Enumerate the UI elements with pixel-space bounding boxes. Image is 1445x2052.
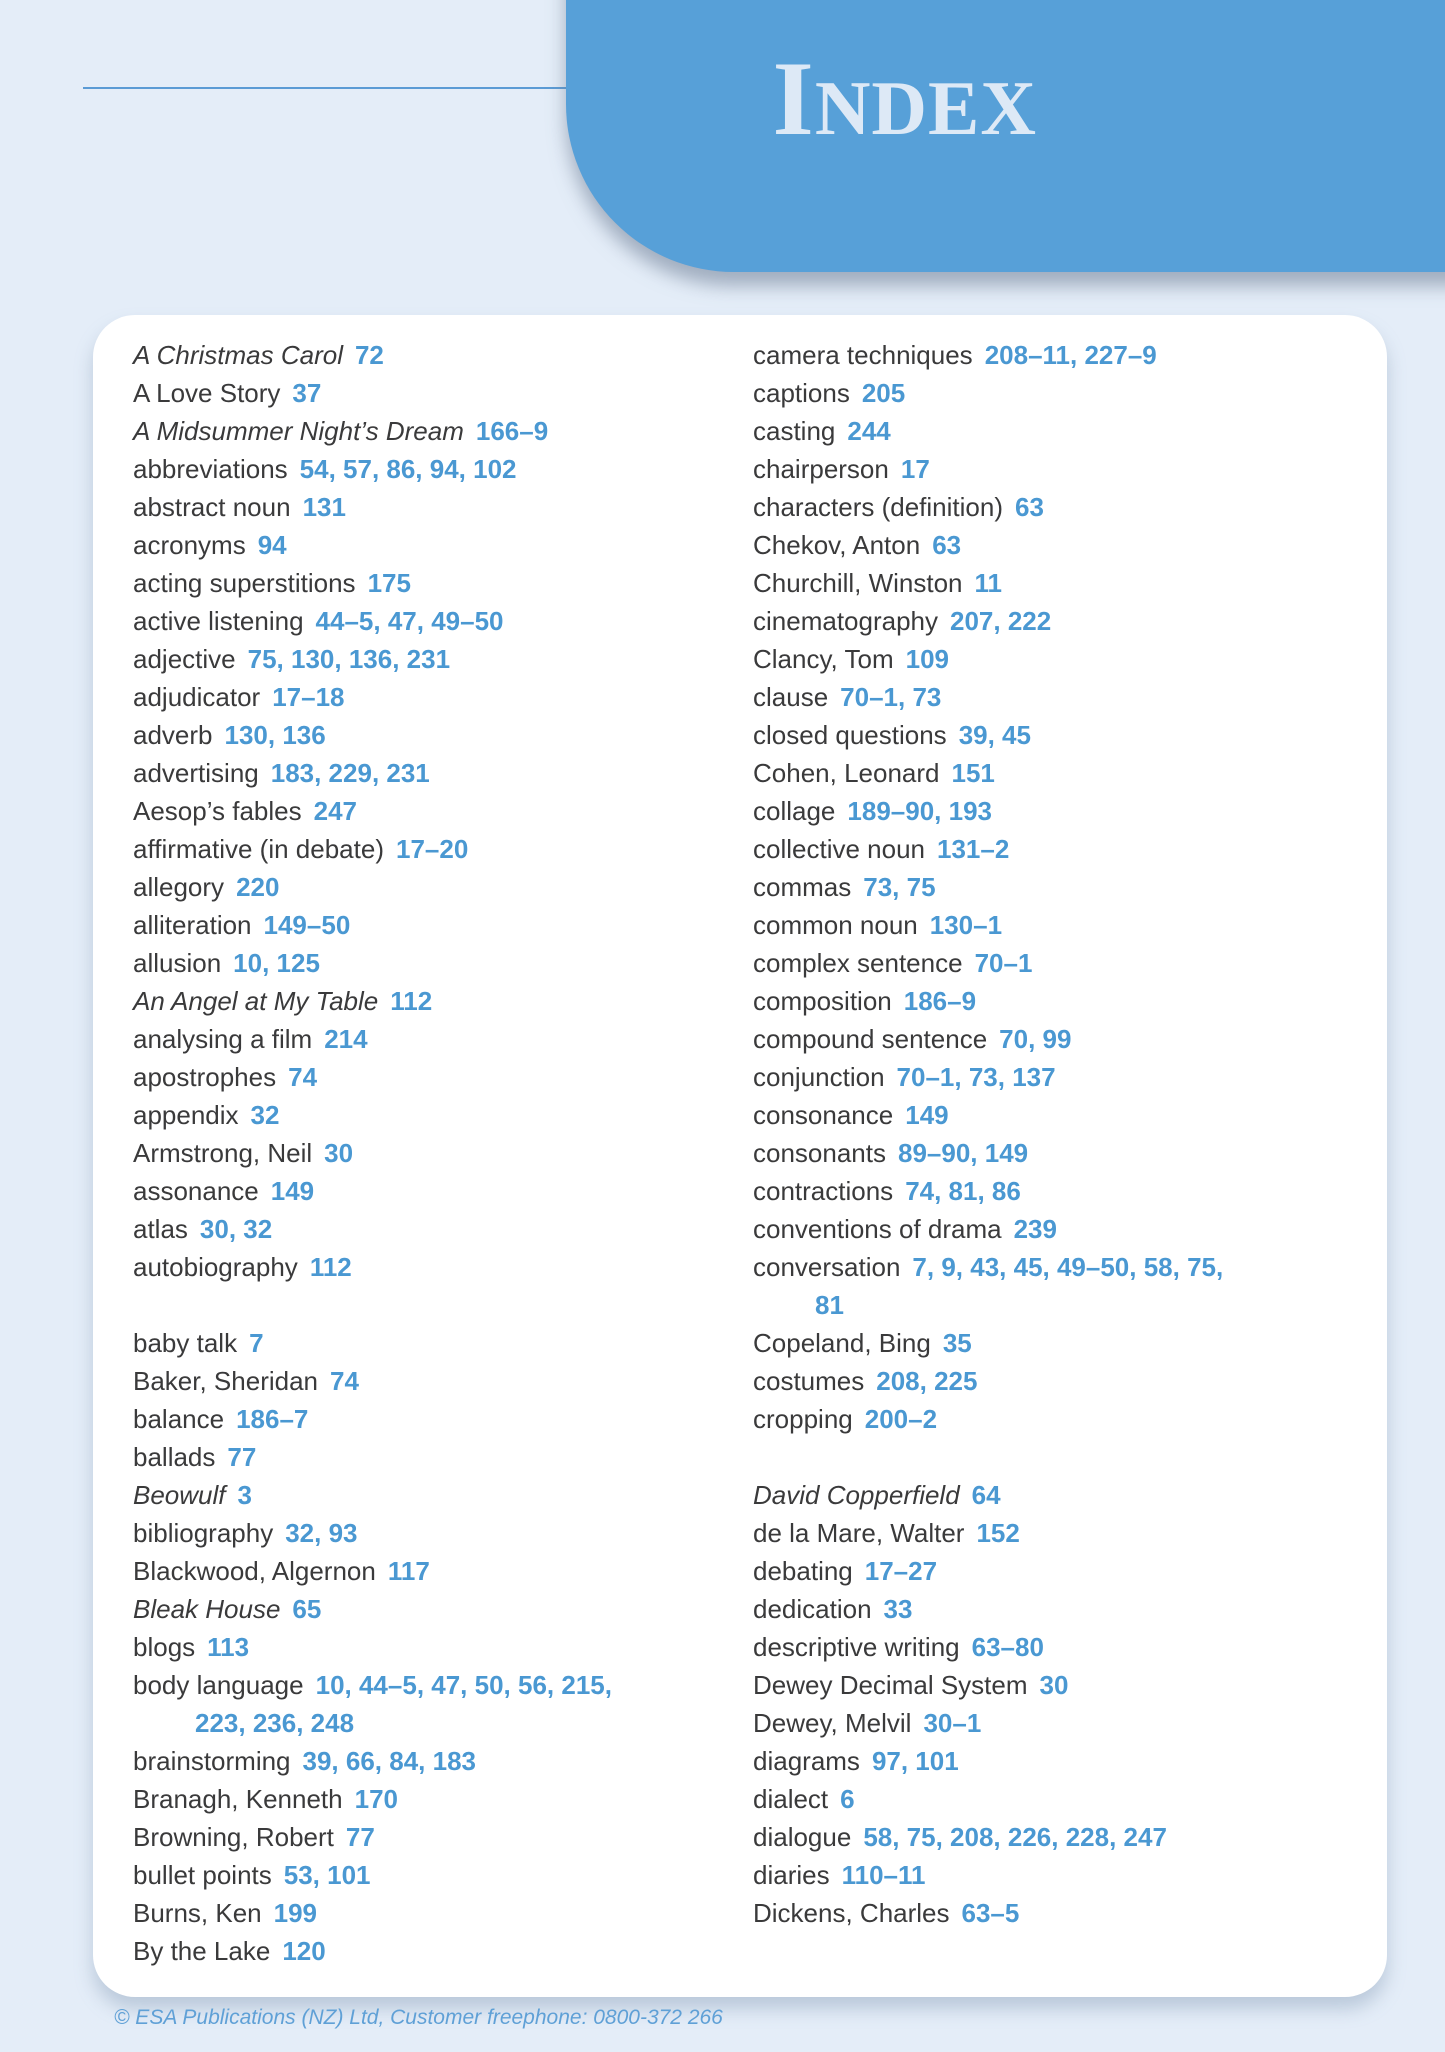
index-entry bbox=[753, 1894, 1349, 1932]
index-entry bbox=[753, 792, 1349, 830]
index-term: Bleak House bbox=[133, 1594, 281, 1624]
page-numbers: 189–90, 193 bbox=[847, 796, 992, 826]
index-term: appendix bbox=[133, 1100, 239, 1130]
index-term: Copeland, Bing bbox=[753, 1328, 931, 1358]
index-entry bbox=[753, 1780, 1349, 1818]
index-term: active listening bbox=[133, 606, 304, 636]
page-numbers: 30 bbox=[1039, 1670, 1069, 1700]
index-term: Chekov, Anton bbox=[753, 530, 921, 560]
page-numbers: 64 bbox=[971, 1480, 1001, 1510]
index-entry bbox=[753, 412, 1349, 450]
index-entry bbox=[133, 1590, 698, 1628]
index-term: advertising bbox=[133, 758, 259, 788]
page-numbers: 10, 125 bbox=[233, 948, 320, 978]
page-numbers: 63 bbox=[1015, 492, 1044, 522]
index-column-left bbox=[133, 336, 698, 1997]
index-term: diagrams bbox=[753, 1746, 860, 1776]
index-term: Churchill, Winston bbox=[753, 568, 963, 598]
index-term: Cohen, Leonard bbox=[753, 758, 940, 788]
page-numbers: 17–27 bbox=[864, 1556, 938, 1586]
index-term: affirmative (in debate) bbox=[133, 834, 384, 864]
page-numbers: 30–1 bbox=[923, 1708, 982, 1738]
index-entry bbox=[753, 1666, 1349, 1704]
index-entry bbox=[753, 1628, 1349, 1666]
index-term: composition bbox=[753, 986, 892, 1016]
index-entry bbox=[753, 868, 1349, 906]
page-numbers: 208–11, 227–9 bbox=[984, 340, 1157, 370]
page-numbers: 7, 9, 43, 45, 49–50, 58, 75, bbox=[912, 1252, 1224, 1282]
page-numbers: 166–9 bbox=[475, 416, 549, 446]
index-entry bbox=[133, 1172, 698, 1210]
index-entry bbox=[753, 336, 1349, 374]
index-term: body language bbox=[133, 1670, 304, 1700]
index-term: abbreviations bbox=[133, 454, 288, 484]
index-term: clause bbox=[753, 682, 829, 712]
index-entry bbox=[133, 1248, 698, 1286]
page-numbers: 74 bbox=[288, 1062, 318, 1092]
page-numbers: 131 bbox=[302, 492, 346, 522]
index-entry bbox=[133, 1932, 698, 1970]
index-term: complex sentence bbox=[753, 948, 963, 978]
index-term: allusion bbox=[133, 948, 222, 978]
index-entry bbox=[133, 1438, 698, 1476]
index-entry bbox=[753, 1704, 1349, 1742]
index-term: David Copperfield bbox=[753, 1480, 960, 1510]
page-numbers: 170 bbox=[354, 1784, 399, 1814]
index-term: conversation bbox=[753, 1252, 901, 1282]
page-numbers: 54, 57, 86, 94, 102 bbox=[299, 454, 517, 484]
page-numbers-continued: 223, 236, 248 bbox=[195, 1708, 355, 1738]
page-numbers: 3 bbox=[237, 1480, 252, 1510]
page-numbers: 72 bbox=[354, 340, 384, 370]
header-rule-line bbox=[83, 87, 567, 89]
index-term: atlas bbox=[133, 1214, 188, 1244]
index-term: bibliography bbox=[133, 1518, 274, 1548]
page-numbers: 149–50 bbox=[263, 910, 351, 940]
index-entry bbox=[753, 602, 1349, 640]
index-term: adverb bbox=[133, 720, 213, 750]
index-entry bbox=[753, 1856, 1349, 1894]
index-card bbox=[93, 315, 1387, 1997]
index-entry bbox=[133, 716, 698, 754]
page-numbers: 239 bbox=[1013, 1214, 1057, 1244]
index-term: characters (definition) bbox=[753, 492, 1003, 522]
index-entry bbox=[753, 1134, 1349, 1172]
page-title-initial: I bbox=[772, 40, 815, 157]
index-term: debating bbox=[753, 1556, 853, 1586]
page-numbers: 112 bbox=[390, 986, 433, 1016]
index-entry bbox=[753, 716, 1349, 754]
index-term: casting bbox=[753, 416, 836, 446]
page-numbers: 65 bbox=[292, 1594, 322, 1624]
index-term: An Angel at My Table bbox=[133, 986, 379, 1016]
page-numbers: 120 bbox=[282, 1936, 326, 1966]
index-term: contractions bbox=[753, 1176, 894, 1206]
index-entry bbox=[133, 1210, 698, 1248]
index-entry bbox=[133, 1514, 698, 1552]
index-entry bbox=[133, 1020, 698, 1058]
index-term: acronyms bbox=[133, 530, 246, 560]
index-entry bbox=[133, 830, 698, 868]
page-numbers: 152 bbox=[976, 1518, 1020, 1548]
index-term: consonance bbox=[753, 1100, 894, 1130]
index-entry bbox=[753, 1552, 1349, 1590]
index-entry bbox=[133, 1818, 698, 1856]
index-entry bbox=[133, 982, 698, 1020]
page-numbers: 73, 75 bbox=[863, 872, 936, 902]
page-numbers: 75, 130, 136, 231 bbox=[247, 644, 451, 674]
index-entry bbox=[133, 1324, 698, 1362]
index-entry bbox=[753, 1058, 1349, 1096]
index-entry bbox=[133, 488, 698, 526]
index-term: collective noun bbox=[753, 834, 925, 864]
index-term: Baker, Sheridan bbox=[133, 1366, 319, 1396]
page-numbers: 89–90, 149 bbox=[897, 1138, 1029, 1168]
index-entry bbox=[753, 906, 1349, 944]
page-numbers: 113 bbox=[207, 1632, 250, 1662]
index-entry bbox=[753, 1324, 1349, 1362]
index-term: diaries bbox=[753, 1860, 830, 1890]
index-entry bbox=[133, 640, 698, 678]
page-numbers: 7 bbox=[249, 1328, 264, 1358]
index-entry bbox=[133, 868, 698, 906]
page-numbers: 112 bbox=[309, 1252, 352, 1282]
page-numbers: 130, 136 bbox=[224, 720, 326, 750]
index-term: Browning, Robert bbox=[133, 1822, 334, 1852]
page-numbers: 220 bbox=[236, 872, 280, 902]
index-entry bbox=[753, 678, 1349, 716]
page-numbers: 33 bbox=[883, 1594, 913, 1624]
index-entry bbox=[133, 1134, 698, 1172]
index-entry bbox=[133, 450, 698, 488]
index-entry bbox=[753, 640, 1349, 678]
index-term: compound sentence bbox=[753, 1024, 988, 1054]
page-numbers: 131–2 bbox=[937, 834, 1010, 864]
page-numbers: 53, 101 bbox=[283, 1860, 371, 1890]
page-title-rest: NDEX bbox=[814, 65, 1037, 151]
page-numbers: 175 bbox=[367, 568, 411, 598]
page-numbers: 10, 44–5, 47, 50, 56, 215, bbox=[315, 1670, 612, 1700]
index-entry bbox=[133, 1476, 698, 1514]
index-entry bbox=[133, 374, 698, 412]
index-term: common noun bbox=[753, 910, 918, 940]
index-entry bbox=[753, 1742, 1349, 1780]
index-entry bbox=[753, 1400, 1349, 1438]
index-entry bbox=[753, 1476, 1349, 1514]
page-numbers: 77 bbox=[227, 1442, 257, 1472]
index-entry bbox=[133, 1400, 698, 1438]
page-numbers: 200–2 bbox=[864, 1404, 938, 1434]
index-term: allegory bbox=[133, 872, 225, 902]
index-entry bbox=[133, 1666, 698, 1742]
page-numbers: 17–18 bbox=[272, 682, 345, 712]
index-term: dedication bbox=[753, 1594, 872, 1624]
index-term: Dewey Decimal System bbox=[753, 1670, 1028, 1700]
page-numbers: 109 bbox=[905, 644, 950, 674]
index-term: Clancy, Tom bbox=[753, 644, 894, 674]
index-term: bullet points bbox=[133, 1860, 272, 1890]
index-entry bbox=[753, 374, 1349, 412]
page-numbers: 6 bbox=[840, 1784, 855, 1814]
index-term: dialogue bbox=[753, 1822, 852, 1852]
index-term: descriptive writing bbox=[753, 1632, 960, 1662]
index-term: camera techniques bbox=[753, 340, 973, 370]
index-entry bbox=[753, 488, 1349, 526]
page-numbers: 186–7 bbox=[236, 1404, 309, 1434]
page-numbers: 37 bbox=[292, 378, 322, 408]
page-numbers: 70–1 bbox=[974, 948, 1033, 978]
index-term: adjective bbox=[133, 644, 236, 674]
index-term: blogs bbox=[133, 1632, 196, 1662]
index-entry bbox=[133, 602, 698, 640]
page-numbers: 149 bbox=[270, 1176, 315, 1206]
index-entry bbox=[133, 336, 698, 374]
index-entry bbox=[133, 1552, 698, 1590]
page-numbers: 208, 225 bbox=[876, 1366, 978, 1396]
index-entry bbox=[133, 906, 698, 944]
index-entry bbox=[133, 678, 698, 716]
page-numbers: 32, 93 bbox=[285, 1518, 358, 1548]
index-term: alliteration bbox=[133, 910, 252, 940]
index-term: Burns, Ken bbox=[133, 1898, 262, 1928]
index-term: Armstrong, Neil bbox=[133, 1138, 313, 1168]
page-numbers: 149 bbox=[905, 1100, 949, 1130]
index-term: dialect bbox=[753, 1784, 829, 1814]
index-entry bbox=[753, 1590, 1349, 1628]
index-term: By the Lake bbox=[133, 1936, 271, 1966]
page-numbers: 205 bbox=[861, 378, 906, 408]
index-term: baby talk bbox=[133, 1328, 238, 1358]
index-entry bbox=[133, 944, 698, 982]
page-numbers: 94 bbox=[257, 530, 287, 560]
index-entry bbox=[753, 450, 1349, 488]
section-gap bbox=[133, 1286, 698, 1324]
index-term: collage bbox=[753, 796, 836, 826]
index-column-right bbox=[753, 336, 1349, 1997]
page-numbers: 130–1 bbox=[929, 910, 1003, 940]
index-term: de la Mare, Walter bbox=[753, 1518, 965, 1548]
index-term: consonants bbox=[753, 1138, 886, 1168]
index-entry bbox=[133, 1058, 698, 1096]
index-term: brainstorming bbox=[133, 1746, 291, 1776]
index-entry bbox=[133, 1628, 698, 1666]
page-numbers: 17–20 bbox=[395, 834, 469, 864]
index-entry bbox=[753, 1362, 1349, 1400]
index-term: autobiography bbox=[133, 1252, 298, 1282]
index-term: A Midsummer Night’s Dream bbox=[133, 416, 464, 446]
index-entry bbox=[753, 1210, 1349, 1248]
page-title bbox=[772, 40, 1037, 157]
page-numbers: 35 bbox=[942, 1328, 972, 1358]
index-term: conventions of drama bbox=[753, 1214, 1002, 1244]
index-term: costumes bbox=[753, 1366, 865, 1396]
index-term: Aesop’s fables bbox=[133, 796, 302, 826]
index-term: Beowulf bbox=[133, 1480, 226, 1510]
index-term: chairperson bbox=[753, 454, 889, 484]
page-numbers: 199 bbox=[273, 1898, 318, 1928]
index-term: A Love Story bbox=[133, 378, 281, 408]
page-numbers: 44–5, 47, 49–50 bbox=[315, 606, 504, 636]
index-term: analysing a film bbox=[133, 1024, 313, 1054]
page-numbers: 17 bbox=[900, 454, 930, 484]
page-numbers: 244 bbox=[847, 416, 891, 446]
index-entry bbox=[133, 1742, 698, 1780]
page-numbers: 39, 66, 84, 183 bbox=[302, 1746, 476, 1776]
index-entry bbox=[753, 1818, 1349, 1856]
section-gap bbox=[753, 1438, 1349, 1476]
footer-copyright: © ESA Publications (NZ) Ltd, Customer freephone: 0800-372 266 bbox=[114, 2006, 723, 2029]
index-entry bbox=[753, 526, 1349, 564]
page-numbers: 183, 229, 231 bbox=[270, 758, 430, 788]
index-term: Dickens, Charles bbox=[753, 1898, 950, 1928]
index-term: Blackwood, Algernon bbox=[133, 1556, 376, 1586]
index-entry bbox=[133, 1894, 698, 1932]
index-term: closed questions bbox=[753, 720, 947, 750]
page-numbers: 63 bbox=[932, 530, 962, 560]
index-term: ballads bbox=[133, 1442, 216, 1472]
page-numbers: 151 bbox=[951, 758, 995, 788]
index-entry bbox=[133, 1856, 698, 1894]
page-numbers: 70–1, 73 bbox=[840, 682, 942, 712]
page-numbers: 117 bbox=[387, 1556, 430, 1586]
index-entry bbox=[753, 1514, 1349, 1552]
index-entry bbox=[753, 1172, 1349, 1210]
index-entry bbox=[133, 754, 698, 792]
page-numbers: 74, 81, 86 bbox=[905, 1176, 1021, 1206]
page-numbers: 70, 99 bbox=[999, 1024, 1072, 1054]
index-entry bbox=[753, 1096, 1349, 1134]
index-entry bbox=[753, 754, 1349, 792]
page-numbers: 39, 45 bbox=[958, 720, 1031, 750]
index-term: adjudicator bbox=[133, 682, 261, 712]
index-entry bbox=[133, 1780, 698, 1818]
page-numbers: 63–5 bbox=[961, 1898, 1020, 1928]
index-term: apostrophes bbox=[133, 1062, 277, 1092]
index-term: Branagh, Kenneth bbox=[133, 1784, 343, 1814]
index-entry bbox=[133, 792, 698, 830]
page-numbers: 97, 101 bbox=[871, 1746, 959, 1776]
index-term: abstract noun bbox=[133, 492, 291, 522]
page-numbers: 70–1, 73, 137 bbox=[896, 1062, 1056, 1092]
index-term: balance bbox=[133, 1404, 225, 1434]
index-term: assonance bbox=[133, 1176, 259, 1206]
index-entry bbox=[753, 564, 1349, 602]
index-entry bbox=[133, 1362, 698, 1400]
index-entry bbox=[753, 1248, 1349, 1324]
page-numbers: 30 bbox=[324, 1138, 354, 1168]
index-term: commas bbox=[753, 872, 852, 902]
index-term: captions bbox=[753, 378, 850, 408]
page-numbers: 30, 32 bbox=[199, 1214, 273, 1244]
page-numbers: 186–9 bbox=[903, 986, 977, 1016]
index-entry bbox=[133, 526, 698, 564]
index-entry bbox=[133, 564, 698, 602]
page-numbers: 77 bbox=[345, 1822, 375, 1852]
page-numbers: 110–11 bbox=[841, 1860, 926, 1890]
index-entry bbox=[753, 982, 1349, 1020]
index-term: acting superstitions bbox=[133, 568, 356, 598]
index-term: cinematography bbox=[753, 606, 938, 636]
index-entry bbox=[753, 1020, 1349, 1058]
index-term: conjunction bbox=[753, 1062, 885, 1092]
page-numbers-continued: 81 bbox=[815, 1290, 844, 1320]
page-numbers: 214 bbox=[324, 1024, 368, 1054]
page-numbers: 247 bbox=[313, 796, 358, 826]
page-numbers: 58, 75, 208, 226, 228, 247 bbox=[863, 1822, 1167, 1852]
index-term: cropping bbox=[753, 1404, 853, 1434]
index-entry bbox=[133, 412, 698, 450]
page-numbers: 207, 222 bbox=[950, 606, 1052, 636]
page-numbers: 32 bbox=[250, 1100, 280, 1130]
page-numbers: 74 bbox=[330, 1366, 359, 1396]
page-numbers: 63–80 bbox=[971, 1632, 1044, 1662]
index-entry bbox=[753, 944, 1349, 982]
index-term: A Christmas Carol bbox=[133, 340, 343, 370]
page-numbers: 11 bbox=[974, 568, 1003, 598]
index-entry bbox=[133, 1096, 698, 1134]
index-entry bbox=[753, 830, 1349, 868]
index-term: Dewey, Melvil bbox=[753, 1708, 912, 1738]
